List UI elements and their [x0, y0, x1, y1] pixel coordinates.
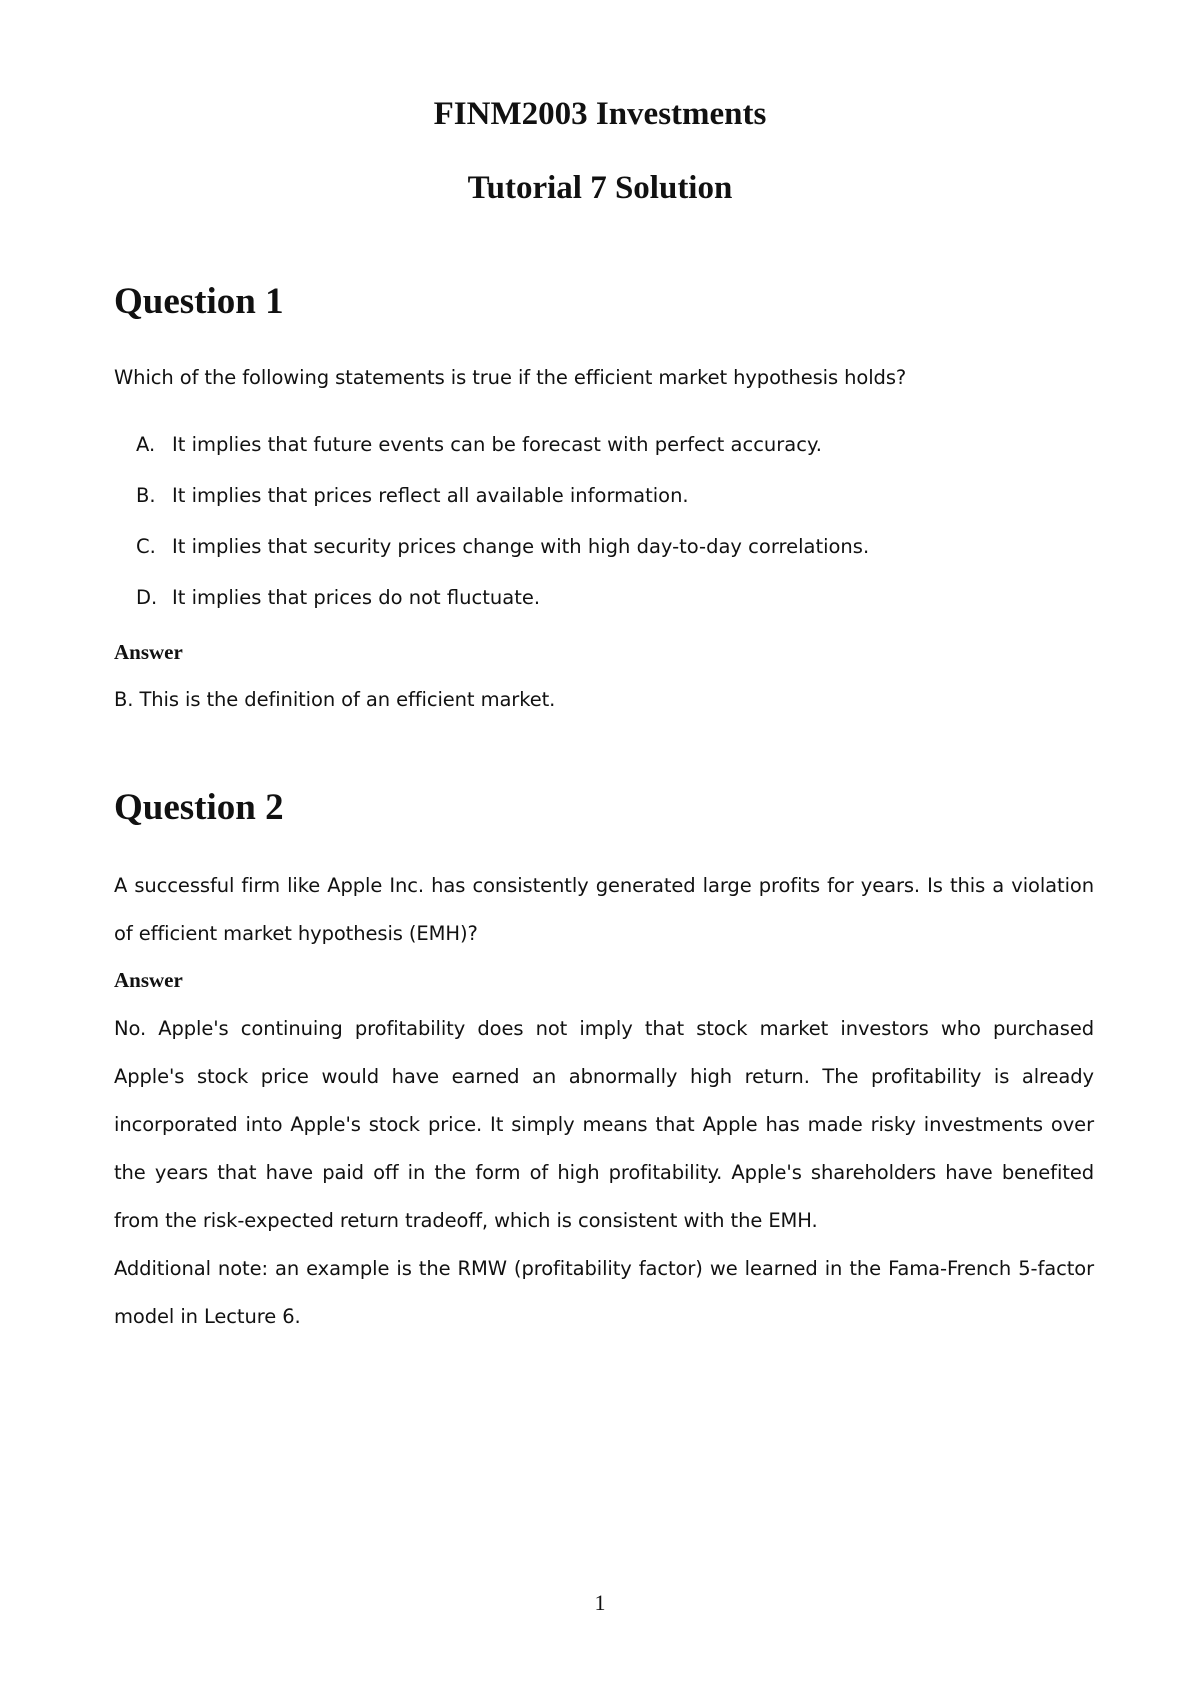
option-letter: D. [136, 586, 158, 609]
page-number: 1 [594, 1590, 606, 1615]
question-2-heading: Question 2 [114, 787, 284, 828]
question-1-options [136, 425, 869, 629]
option-text: It implies that prices do not fluctuate. [172, 586, 541, 609]
question-2-prompt: A successful firm like Apple Inc. has consistently generated large profits for years. Is this a violation of efficient market hypothesis (EMH)? [114, 874, 1094, 945]
question-1-answer-label: Answer [114, 640, 183, 664]
document-title: FINM2003 Investments [433, 96, 767, 132]
question-1-heading: Question 1 [114, 281, 284, 322]
option-a [136, 425, 869, 476]
option-letter: C. [136, 535, 156, 558]
question-2-answer-label: Answer [114, 968, 183, 992]
document-subtitle: Tutorial 7 Solution [467, 170, 733, 206]
option-c [136, 527, 869, 578]
question-1-prompt: Which of the following statements is true if the efficient market hypothesis holds? [114, 366, 907, 389]
option-d [136, 578, 869, 629]
option-text: It implies that security prices change with high day-to-day correlations. [172, 535, 870, 558]
question-2-answer: No. Apple's continuing profitability does not imply that stock market investors who purchased Apple's stock price would have earned an abnormally high return. The profitability is already incorporated into Apple's stock price. It simply means that Apple has made risky investments over the years that have paid off in the form of high profitability. Apple's shareholders have benefited from the risk-expected return tradeoff, which is consistent with the EMH. [114, 1017, 1094, 1232]
question-1-answer: B. This is the definition of an efficient market. [114, 688, 556, 711]
option-b [136, 476, 869, 527]
option-text: It implies that prices reflect all available information. [172, 484, 689, 507]
option-text: It implies that future events can be forecast with perfect accuracy. [172, 433, 822, 456]
option-letter: A. [136, 433, 156, 456]
question-2-additional-note: Additional note: an example is the RMW (profitability factor) we learned in the Fama-French 5-factor model in Lecture 6. [114, 1257, 1094, 1328]
option-letter: B. [136, 484, 156, 507]
